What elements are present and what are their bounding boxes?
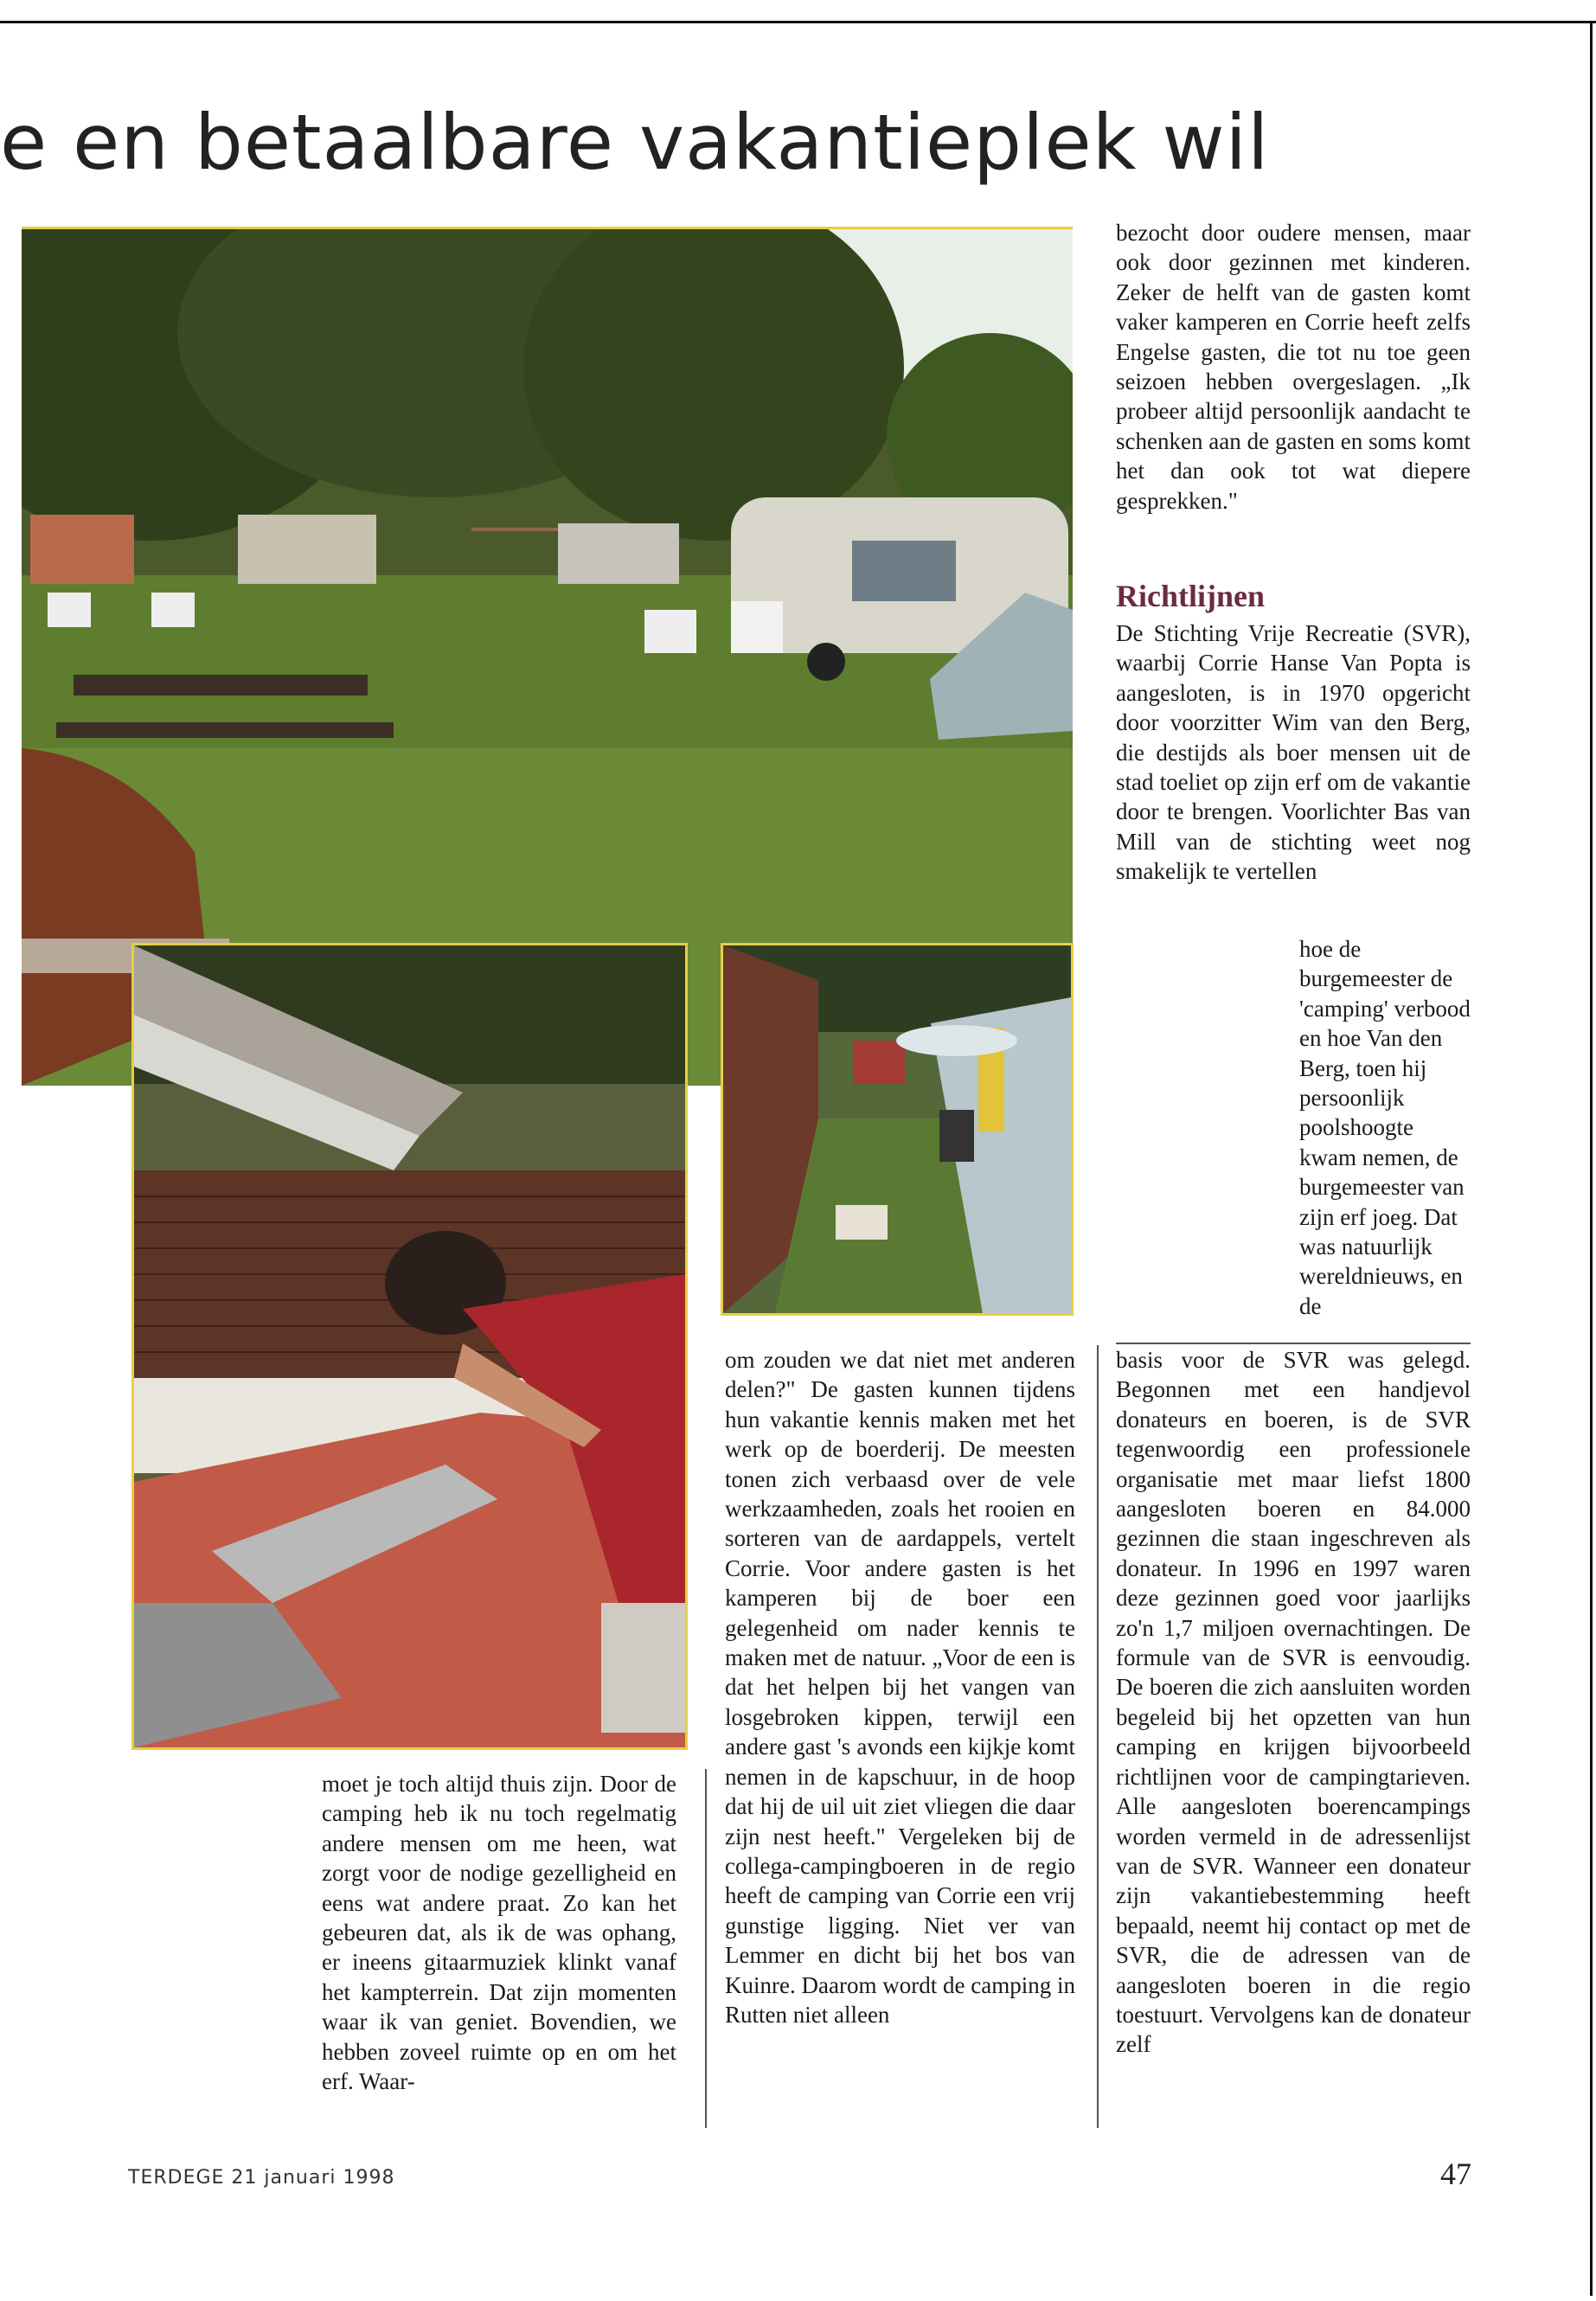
column-divider bbox=[1097, 1345, 1099, 2128]
column-3-wrap-text: hoe de burgemeester de 'camping' verbood en hoe Van den Berg, toen hij persoonlijk poolshoogte kwam nemen, de burgemeester van zijn erf joeg. Dat was natuurlijk wereldnieuws, en de bbox=[1299, 936, 1471, 1319]
column-2-text: om zouden we dat niet met anderen delen?" De gasten kunnen tijdens hun vakantie kennis maken met het werk op de boerderij. De meesten tonen zich verbaasd over de vele werkzaamheden, zoals het rooien en sorteren van de aardappels, vertelt Corrie. Voor andere gasten is het kamperen bij de boer een gelegenheid om nader kennis te maken met de natuur. „Voor de een is dat het helpen bij het vangen van losgebroken kippen, terwijl een andere gast 's avonds een kijkje komt nemen in de kapschuur, in de hoop dat hij de uil uit ziet vliegen die daar zijn nest heeft." Vergeleken bij de collega-campingboeren in de regio heeft de camping van Corrie een vrij gunstige ligging. Niet ver van Lemmer en dicht bij het bos van Kuinre. Daarom wordt de camping in Rutten niet alleen bbox=[725, 1347, 1075, 2028]
page-right-rule bbox=[1590, 21, 1593, 2296]
article-column-3-bottom bbox=[1116, 1345, 1471, 2060]
section-subheading: Richtlijnen bbox=[1116, 579, 1266, 613]
article-column-3-wrap bbox=[1299, 934, 1471, 1321]
footer-publication: TERDEGE 21 januari 1998 bbox=[128, 2167, 395, 2189]
column-divider bbox=[705, 1769, 707, 2128]
column-3-bottom-text: basis voor de SVR was gelegd. Begonnen met een handjevol donateurs en boeren, is de SVR tegenwoordig een professionele organisatie met maar liefst 1800 aangesloten boeren en 84.000 gezinnen die staan ingeschreven als donateur. In 1996 en 1997 waren deze gezinnen goed voor jaarlijks zo'n 1,7 miljoen overnachtingen. De formule van de SVR is eenvoudig. De boeren die zich aansluiten worden begeleid bij het opzetten van hun camping en krijgen bijvoorbeeld richtlijnen voor de campingtarieven. Alle aangesloten boerencampings worden vermeld in de adressenlijst van de SVR. Wanneer een donateur zijn vakantiebestemming heeft bepaald, neemt hij contact op met de SVR, die de adressen van de aangesloten boeren in die regio toestuurt. Vervolgens kan de donateur zelf bbox=[1116, 1347, 1471, 2058]
article-column-1 bbox=[322, 1769, 676, 2096]
headline: e en betaalbare vakantieplek wil bbox=[0, 98, 1270, 187]
article-column-3-top bbox=[1116, 218, 1471, 516]
column-3-section-text: De Stichting Vrije Recreatie (SVR), waarbij Corrie Hanse Van Popta is aangesloten, is in 1970 opgericht door voorzitter Wim van den Berg, die destijds als boer mensen uit de stad toeliet op zijn erf om de vakantie door te brengen. Voorlichter Bas van Mill van de stichting weet nog smakelijk te vertellen bbox=[1116, 620, 1471, 885]
column-1-text: moet je toch altijd thuis zijn. Door de camping heb ik nu toch regelmatig andere mensen om me heen, wat zorgt voor de nodige gezelligheid en eens wat andere praat. Zo kan het gebeuren dat, als ik de was ophang, er ineens gitaarmuziek klinkt vanaf het kampterrein. Dat zijn momenten waar ik van geniet. Bovendien, we hebben zoveel ruimte op en om het erf. Waar- bbox=[322, 1771, 676, 2095]
farmyard-photo bbox=[721, 943, 1074, 1316]
page-number: 47 bbox=[1440, 2157, 1471, 2191]
article-column-2 bbox=[725, 1345, 1075, 2029]
sink-photo bbox=[131, 943, 688, 1750]
article-column-3-section bbox=[1116, 619, 1471, 887]
page-top-rule bbox=[0, 21, 1596, 23]
column-3-top-text: bezocht door oudere mensen, maar ook door gezinnen met kinderen. Zeker de helft van de gasten komt vaker kamperen en Corrie heeft zelfs Engelse gasten, die tot nu toe geen seizoen hebben overgeslagen. „Ik probeer altijd persoonlijk aandacht te schenken aan de gasten en soms komt het dan ook tot wat diepere gesprekken." bbox=[1116, 220, 1471, 514]
column-top-rule bbox=[1116, 1343, 1471, 1344]
